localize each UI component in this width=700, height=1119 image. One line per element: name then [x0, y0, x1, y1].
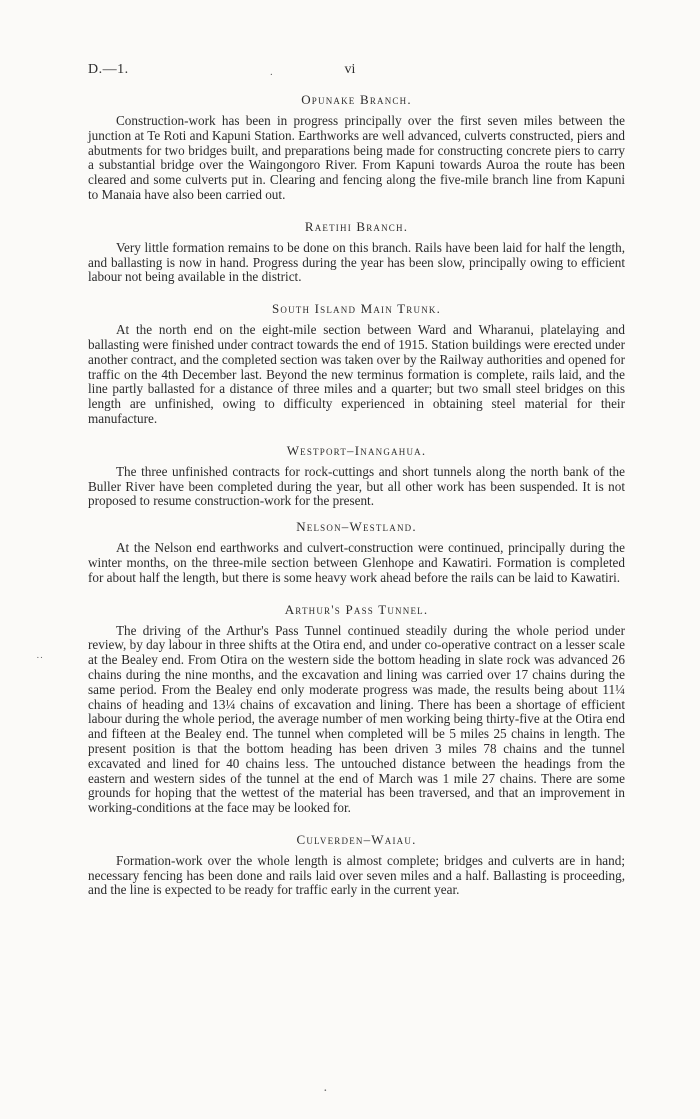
section-heading: Westport–Inangahua.	[286, 442, 427, 458]
section-paragraph: Construction-work has been in progress principally over the first seven miles between the junction at Te Roti and Kapuni Station. Earthworks are well advanced, culverts constructed, piers and abutments for two bridges built, and preparations being made for constructing concrete piers to carry a substantial bridge over the Waingongoro River. From Kapuni towards Auroa the route has been cleared and some culverts put in. Clearing and fencing along the five-mile branch line from Kapuni to Manaia have also been carried out.	[88, 113, 625, 202]
section-heading: Opunake Branch.	[301, 92, 412, 107]
section-opunake-branch	[88, 92, 625, 203]
section-paragraph: Very little formation remains to be done on this branch. Rails have been laid for half the length, and ballasting is now in hand. Progress during the year has been slow, principally owing to efficient labour not being available in the district.	[88, 239, 625, 285]
document-body	[88, 92, 625, 898]
section-raetihi-branch	[88, 219, 625, 285]
section-paragraph: The three unfinished contracts for rock-cuttings and short tunnels along the north bank of the Buller River have been completed during the year, but all other work has been suspended. It is not proposed to resume construction-work for the present.	[88, 463, 625, 509]
section-paragraph: At the Nelson end earthworks and culvert-construction were continued, principally during the winter months, on the three-mile section between Glenhope and Kawatiri. Formation is completed for about half the length, but there is some heavy work ahead before the rails can be laid to Kawatiri.	[88, 540, 625, 585]
section-heading: Raetihi Branch.	[304, 218, 409, 234]
section-nelson-westland	[88, 519, 625, 585]
section-arthurs-pass-tunnel	[88, 602, 625, 816]
section-heading: Culverden–Waiau.	[296, 831, 417, 847]
margin-mark: ˙˙	[36, 655, 44, 667]
footer-dot: ·	[323, 1084, 328, 1099]
section-south-island-main-trunk	[88, 301, 625, 427]
section-culverden-waiau	[88, 832, 625, 898]
section-paragraph: The driving of the Arthur's Pass Tunnel continued steadily during the whole period under review, by day labour in three shifts at the Otira end, and under co-operative contract on a lesser scale at the Bealey end. From Otira on the western side the bottom heading in slate rock was advanced 26 chains during the nine months, and the excavation and lining was carried over 17 chains during the same period. From the Bealey end only moderate progress was made, the results being about 11¼ chains of heading and 13¼ chains of excavation and lining. There has been a shortage of efficient labour during the whole period, the average number of men working being thirty-five at the Otira end and fifteen at the Bealey end. The tunnel when completed will be 5 miles 25 chains in length. The present position is that the bottom heading has been driven 3 miles 78 chains and the tunnel excavated and lined for 40 chains less. The untouched distance between the headings from the eastern and western sides of the tunnel at the end of March was 1 mile 27 chains. There are some grounds for hoping that the wettest of the material has been traversed, and that an improvement in working-conditions at the face may be looked for.	[88, 622, 625, 816]
section-heading: Nelson–Westland.	[296, 519, 417, 535]
section-paragraph: At the north end on the eight-mile section between Ward and Wharanui, platelaying and ballasting were finished under contract towards the end of 1915. Station buildings were erected under another contract, and the completed section was taken over by the Railway authorities and opened for traffic on the 4th December last. Beyond the new terminus formation is complete, rails laid, and the line partly ballasted for a distance of three miles and a quarter; but two small steel bridges on this length are unfinished, owing to difficulty experienced in obtaining steel material for their manufacture.	[88, 322, 625, 426]
print-speck: .	[270, 66, 273, 78]
section-westport-inangahua	[88, 443, 625, 509]
document-reference: D.—1.	[88, 62, 129, 77]
section-paragraph: Formation-work over the whole length is almost complete; bridges and culverts are in hand; necessary fencing has been done and rails laid over seven miles and a half. Ballasting is proceeding, and the line is expected to be ready for traffic early in the current year.	[88, 852, 625, 898]
section-heading: South Island Main Trunk.	[271, 301, 442, 317]
section-heading: Arthur's Pass Tunnel.	[284, 601, 429, 617]
page-number: vi	[344, 62, 356, 77]
